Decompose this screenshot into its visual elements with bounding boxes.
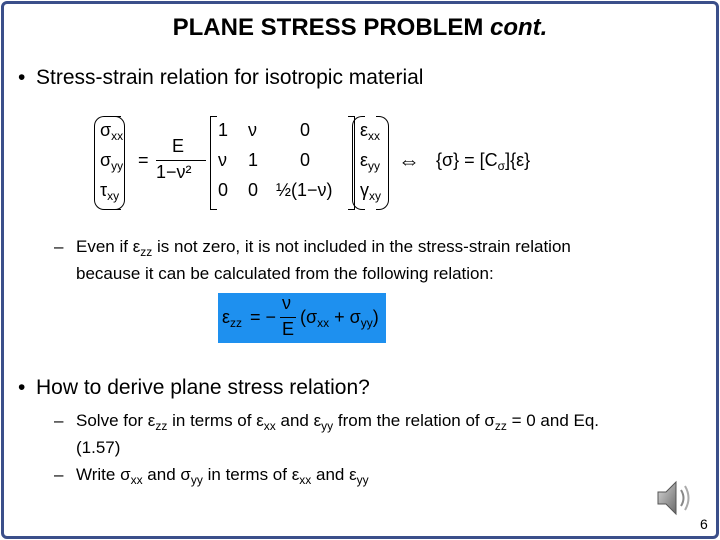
fraction-denominator: 1−ν²: [156, 162, 192, 182]
eq-zz-lhs-sub: zz: [230, 316, 243, 330]
fraction-bar: [156, 160, 206, 161]
title-italic: cont.: [490, 14, 548, 41]
rhs-eps-yy: ε: [360, 150, 369, 170]
eq-zz-equals: = −: [250, 307, 277, 327]
matrix-r1c1: 1: [218, 120, 229, 140]
bullet-2: • How to derive plane stress relation?: [18, 376, 370, 399]
sub-bullet-1: – Even if $\varepsilon_{zz}$ is not zero, it is not included in the stress-strain relation because it can be calculated from the following relation:: [54, 237, 571, 283]
bullet-1: • Stress-strain relation for isotropic material: [18, 66, 424, 89]
sub3-d: and ε: [311, 465, 357, 484]
compact-sub: σ: [497, 159, 506, 173]
stress-strain-matrix-equation: [90, 112, 550, 212]
matrix-r3c2: 0: [248, 180, 259, 200]
sub3-sub3: xx: [299, 473, 312, 487]
sub3-sub4: yy: [356, 473, 369, 487]
lhs-sub-xy: xy: [107, 189, 120, 203]
lhs-sub-yy: yy: [111, 159, 124, 173]
lhs-sigma-xx: σ: [100, 120, 112, 140]
matrix-r3c1: 0: [218, 180, 229, 200]
rhs-sub-yy: yy: [368, 159, 381, 173]
sub2-b: in terms of ε: [167, 411, 264, 430]
equals-sign: =: [138, 150, 149, 170]
matrix-r1c2: ν: [248, 120, 257, 140]
eq-zz-rhs-b: + σ: [329, 307, 361, 327]
rhs-eps-xx: ε: [360, 120, 369, 140]
sub-bullet-3: – Write $\sigma_{xx}$ and $\sigma_{yy}$ in terms of $\varepsilon_{xx}$ and $\varepsilon_{yy}$: [54, 465, 369, 487]
iff-arrow-icon: ⇔: [398, 148, 420, 173]
bullet-2-text: How to derive plane stress relation?: [36, 376, 370, 399]
speaker-icon[interactable]: [654, 476, 694, 520]
matrix-r2c1: ν: [218, 150, 227, 170]
sub2-sub1: zz: [155, 419, 168, 433]
eq-zz-rhs: [300, 307, 379, 330]
sub1-line2: because it can be calculated from the following relation:: [76, 264, 494, 283]
sub2-sub4: zz: [494, 419, 507, 433]
compact-lhs: {σ} = [C: [436, 150, 498, 170]
sub2-d: from the relation of σ: [333, 411, 495, 430]
bullet-1-text: Stress-strain relation for isotropic material: [36, 66, 424, 89]
sub3-sub2: yy: [190, 473, 203, 487]
epsilon-zz-equation: [218, 293, 386, 343]
eq-zz-rhs-sub2: yy: [360, 316, 373, 330]
rhs-sub-xx: xx: [368, 129, 381, 143]
lhs-sigma-yy: σ: [100, 150, 112, 170]
matrix-r3c3: ½(1−ν): [276, 180, 333, 200]
sub3-c: in terms of ε: [202, 465, 300, 484]
matrix-r2c2: 1: [248, 150, 259, 170]
title-main: PLANE STRESS PROBLEM: [172, 14, 491, 41]
rhs-gamma-xy: γ: [360, 180, 369, 200]
eq-zz-rhs-c: ): [372, 307, 379, 327]
sub2-sub2: xx: [263, 419, 276, 433]
sub3-sub1: xx: [130, 473, 143, 487]
lhs-sub-xx: xx: [111, 129, 124, 143]
compact-rhs: ]{ε}: [505, 150, 531, 170]
matrix-r1c3: 0: [300, 120, 311, 140]
matrix-left-bracket: [210, 116, 217, 210]
eq-zz-frac-bar: [280, 317, 296, 318]
sub2-e: = 0 and Eq.: [506, 411, 600, 430]
slide-title: [0, 14, 720, 42]
sub2-a: Solve for ε: [76, 411, 156, 430]
sub1-text-b: is not zero, it is not included in the stress-strain relation: [152, 237, 571, 256]
sub1-sub: zz: [140, 245, 153, 259]
sub-bullet-2: – Solve for $\varepsilon_{zz}$ in terms of $\varepsilon_{xx}$ and $\varepsilon_{yy}$ from the relation of $\sigma_{zz} = 0$ and Eq. (1.57): [54, 411, 600, 457]
sub2-c: and ε: [275, 411, 322, 430]
sub3-a: Write σ: [76, 465, 131, 484]
eq-zz-den: E: [282, 319, 295, 339]
eq-zz-rhs-sub1: xx: [317, 316, 330, 330]
rhs-sub-xy: xy: [369, 189, 381, 203]
page-number: 6: [700, 516, 708, 532]
sub3-b: and σ: [142, 465, 191, 484]
eq-zz-lhs: ε: [222, 307, 231, 327]
sub2-line2: (1.57): [76, 438, 121, 457]
matrix-r2c3: 0: [300, 150, 311, 170]
sub1-text-a: Even if ε: [76, 237, 141, 256]
compact-equation: [436, 150, 530, 173]
eq-zz-rhs-a: (σ: [300, 307, 318, 327]
sub2-sub3: yy: [321, 419, 334, 433]
fraction-numerator: E: [172, 136, 185, 156]
lhs-tau-xy: τ: [100, 180, 108, 200]
eq-zz-num: ν: [282, 293, 291, 313]
